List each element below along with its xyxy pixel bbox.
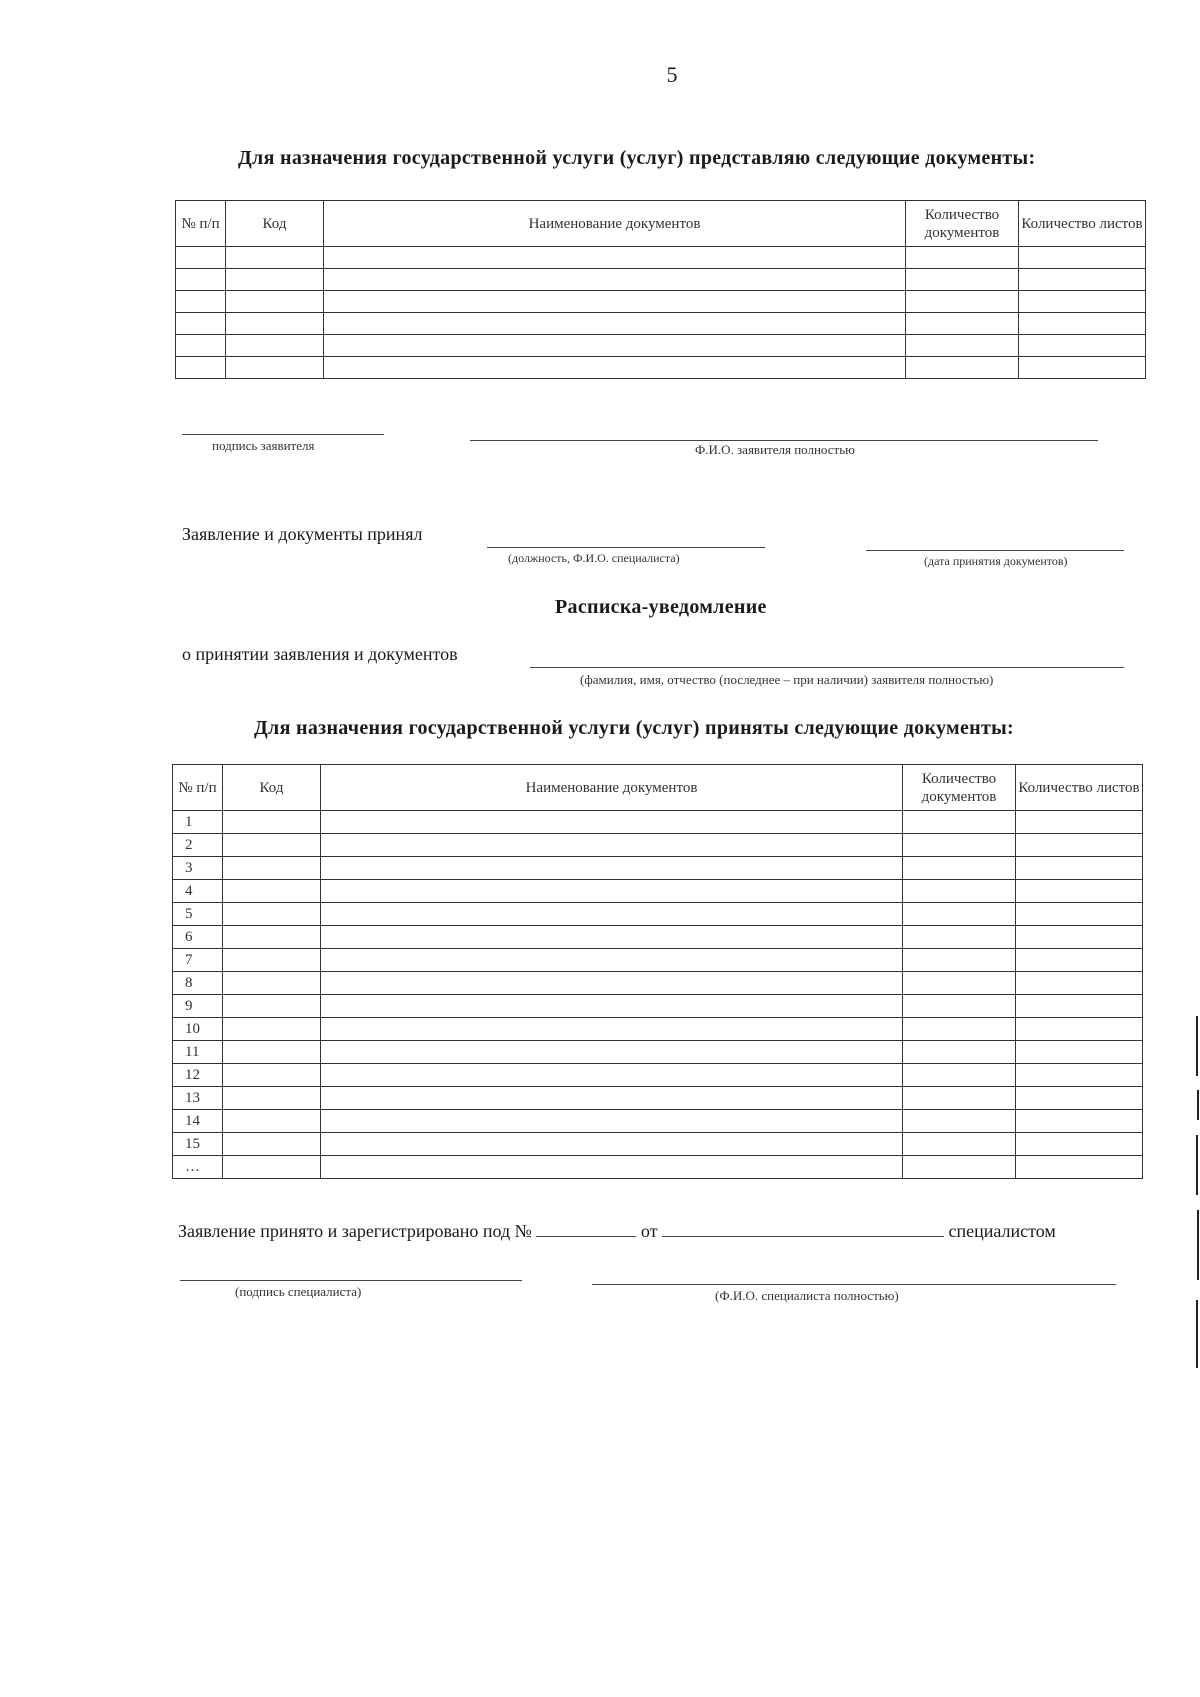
row-number-cell: …: [173, 1156, 223, 1179]
row-number-cell: 8: [173, 972, 223, 995]
code-cell: [223, 1064, 321, 1087]
document-name-cell: [321, 1156, 903, 1179]
sheet-count-cell: [1016, 1133, 1143, 1156]
sheet-count-cell: [1016, 1041, 1143, 1064]
sheet-count-cell: [1016, 857, 1143, 880]
document-name-cell: [324, 313, 906, 335]
row-number-cell: 10: [173, 1018, 223, 1041]
column-header-sheet-count: Количество листов: [1019, 201, 1146, 247]
sheet-count-cell: [1016, 949, 1143, 972]
row-number-cell: [176, 335, 226, 357]
code-cell: [223, 1041, 321, 1064]
column-header-sheet-count: Количество листов: [1016, 765, 1143, 811]
page-number: 5: [666, 62, 678, 87]
document-count-cell: [903, 834, 1016, 857]
row-number-cell: 4: [173, 880, 223, 903]
code-cell: [226, 313, 324, 335]
document-name-cell: [321, 926, 903, 949]
applicant-signature-line: [182, 434, 384, 435]
row-number-cell: 13: [173, 1087, 223, 1110]
row-number-cell: 6: [173, 926, 223, 949]
sheet-count-cell: [1019, 291, 1146, 313]
code-cell: [223, 834, 321, 857]
sheet-count-cell: [1016, 926, 1143, 949]
document-name-cell: [324, 357, 906, 379]
code-cell: [223, 1087, 321, 1110]
document-name-cell: [321, 995, 903, 1018]
specialist-name-caption: (Ф.И.О. специалиста полностью): [715, 1288, 899, 1303]
sheet-count-cell: [1016, 972, 1143, 995]
document-name-cell: [321, 1041, 903, 1064]
table-row: [173, 903, 1143, 926]
table-row: [173, 972, 1143, 995]
receipt-title: Расписка-уведомление: [555, 596, 767, 618]
accepted-documents-body: [173, 811, 1143, 1179]
table-row: [176, 269, 1146, 291]
scan-edge-mark: [1196, 1016, 1198, 1076]
table-row: [173, 926, 1143, 949]
registration-number-blank: [536, 1218, 636, 1237]
acceptance-label: Заявление и документы принял: [182, 524, 423, 544]
table-row: [173, 811, 1143, 834]
accepted-documents-table: [172, 764, 1143, 1179]
registration-prefix: Заявление принято и зарегистрировано под №: [178, 1221, 532, 1241]
sheet-count-cell: [1016, 834, 1143, 857]
code-cell: [226, 269, 324, 291]
document-count-cell: [903, 1156, 1016, 1179]
document-name-cell: [321, 903, 903, 926]
sheet-count-cell: [1016, 903, 1143, 926]
code-cell: [223, 857, 321, 880]
sheet-count-cell: [1019, 269, 1146, 291]
sheet-count-cell: [1016, 811, 1143, 834]
sheet-count-cell: [1016, 1156, 1143, 1179]
table-row: [176, 357, 1146, 379]
document-count-cell: [903, 926, 1016, 949]
applicant-name-line: [470, 440, 1098, 441]
sheet-count-cell: [1019, 313, 1146, 335]
table-row: [173, 995, 1143, 1018]
column-header-document-count: Количество документов: [906, 201, 1019, 247]
registration-line: [178, 1218, 1056, 1242]
registration-date-blank: [662, 1218, 944, 1237]
row-number-cell: [176, 357, 226, 379]
scan-edge-mark: [1196, 1135, 1198, 1195]
applicant-signature-caption: подпись заявителя: [212, 438, 315, 453]
table-row: [173, 1064, 1143, 1087]
table-row: [176, 291, 1146, 313]
code-cell: [223, 903, 321, 926]
sheet-count-cell: [1016, 1018, 1143, 1041]
section2-heading: Для назначения государственной услуги (услуг) приняты следующие документы:: [254, 717, 1014, 739]
receipt-label: о принятии заявления и документов: [182, 644, 458, 664]
document-count-cell: [906, 291, 1019, 313]
column-header-document-name: Наименование документов: [321, 765, 903, 811]
code-cell: [223, 1133, 321, 1156]
table-row: [173, 1133, 1143, 1156]
table-row: [173, 880, 1143, 903]
table-row: [176, 335, 1146, 357]
code-cell: [226, 247, 324, 269]
table-header-row: [173, 765, 1143, 811]
document-count-cell: [903, 880, 1016, 903]
document-count-cell: [906, 335, 1019, 357]
document-name-cell: [324, 247, 906, 269]
document-name-cell: [321, 857, 903, 880]
sheet-count-cell: [1016, 1064, 1143, 1087]
table-row: [173, 834, 1143, 857]
document-count-cell: [903, 857, 1016, 880]
table-row: [173, 1156, 1143, 1179]
row-number-cell: 11: [173, 1041, 223, 1064]
document-name-cell: [321, 972, 903, 995]
table-row: [173, 1087, 1143, 1110]
column-header-number: № п/п: [176, 201, 226, 247]
code-cell: [223, 995, 321, 1018]
row-number-cell: 3: [173, 857, 223, 880]
document-name-cell: [321, 1133, 903, 1156]
code-cell: [223, 1110, 321, 1133]
document-name-cell: [321, 949, 903, 972]
code-cell: [223, 949, 321, 972]
scan-edge-mark: [1197, 1090, 1199, 1120]
receipt-name-line: [530, 667, 1124, 668]
receipt-name-caption: (фамилия, имя, отчество (последнее – при наличии) заявителя полностью): [580, 672, 994, 687]
document-name-cell: [321, 1018, 903, 1041]
document-count-cell: [903, 1133, 1016, 1156]
document-count-cell: [903, 1064, 1016, 1087]
document-name-cell: [321, 811, 903, 834]
acceptance-position-caption: (должность, Ф.И.О. специалиста): [508, 551, 680, 565]
sheet-count-cell: [1016, 995, 1143, 1018]
column-header-number: № п/п: [173, 765, 223, 811]
row-number-cell: 7: [173, 949, 223, 972]
submitted-documents-table: [175, 200, 1146, 379]
document-count-cell: [903, 1018, 1016, 1041]
document-name-cell: [321, 1064, 903, 1087]
scan-edge-mark: [1196, 1300, 1198, 1368]
table-row: [173, 1110, 1143, 1133]
document-count-cell: [906, 313, 1019, 335]
row-number-cell: 1: [173, 811, 223, 834]
submitted-documents-body: [176, 247, 1146, 379]
document-name-cell: [321, 1110, 903, 1133]
document-count-cell: [903, 949, 1016, 972]
row-number-cell: 9: [173, 995, 223, 1018]
table-row: [173, 1041, 1143, 1064]
registration-suffix: специалистом: [948, 1221, 1056, 1241]
document-name-cell: [324, 269, 906, 291]
code-cell: [223, 926, 321, 949]
acceptance-date-line: [866, 550, 1124, 551]
table-row: [173, 1018, 1143, 1041]
sheet-count-cell: [1019, 335, 1146, 357]
row-number-cell: 14: [173, 1110, 223, 1133]
code-cell: [223, 1156, 321, 1179]
sheet-count-cell: [1016, 880, 1143, 903]
code-cell: [226, 291, 324, 313]
document-count-cell: [906, 269, 1019, 291]
document-count-cell: [903, 972, 1016, 995]
code-cell: [226, 335, 324, 357]
specialist-signature-line: [180, 1280, 522, 1281]
row-number-cell: [176, 247, 226, 269]
document-name-cell: [324, 335, 906, 357]
document-count-cell: [903, 1041, 1016, 1064]
document-count-cell: [903, 1087, 1016, 1110]
document-count-cell: [903, 811, 1016, 834]
applicant-name-caption: Ф.И.О. заявителя полностью: [695, 442, 855, 457]
document-name-cell: [321, 1087, 903, 1110]
table-row: [173, 857, 1143, 880]
column-header-code: Код: [226, 201, 324, 247]
specialist-signature-caption: (подпись специалиста): [235, 1284, 362, 1299]
sheet-count-cell: [1016, 1110, 1143, 1133]
sheet-count-cell: [1019, 247, 1146, 269]
row-number-cell: [176, 291, 226, 313]
sheet-count-cell: [1016, 1087, 1143, 1110]
document-count-cell: [903, 1110, 1016, 1133]
row-number-cell: 15: [173, 1133, 223, 1156]
document-count-cell: [903, 995, 1016, 1018]
code-cell: [223, 880, 321, 903]
section1-heading: Для назначения государственной услуги (услуг) представляю следующие документы:: [238, 147, 1036, 169]
sheet-count-cell: [1019, 357, 1146, 379]
table-header-row: [176, 201, 1146, 247]
row-number-cell: [176, 269, 226, 291]
column-header-code: Код: [223, 765, 321, 811]
scan-edge-mark: [1197, 1210, 1199, 1280]
row-number-cell: 12: [173, 1064, 223, 1087]
document-count-cell: [906, 357, 1019, 379]
document-name-cell: [321, 834, 903, 857]
document-count-cell: [903, 903, 1016, 926]
row-number-cell: 2: [173, 834, 223, 857]
table-row: [176, 247, 1146, 269]
table-row: [176, 313, 1146, 335]
code-cell: [226, 357, 324, 379]
row-number-cell: [176, 313, 226, 335]
table-row: [173, 949, 1143, 972]
registration-from: от: [640, 1221, 658, 1241]
document-count-cell: [906, 247, 1019, 269]
acceptance-position-line: [487, 547, 765, 548]
code-cell: [223, 811, 321, 834]
column-header-document-count: Количество документов: [903, 765, 1016, 811]
code-cell: [223, 1018, 321, 1041]
code-cell: [223, 972, 321, 995]
specialist-name-line: [592, 1284, 1116, 1285]
document-name-cell: [321, 880, 903, 903]
document-name-cell: [324, 291, 906, 313]
acceptance-date-caption: (дата принятия документов): [924, 554, 1068, 568]
row-number-cell: 5: [173, 903, 223, 926]
column-header-document-name: Наименование документов: [324, 201, 906, 247]
